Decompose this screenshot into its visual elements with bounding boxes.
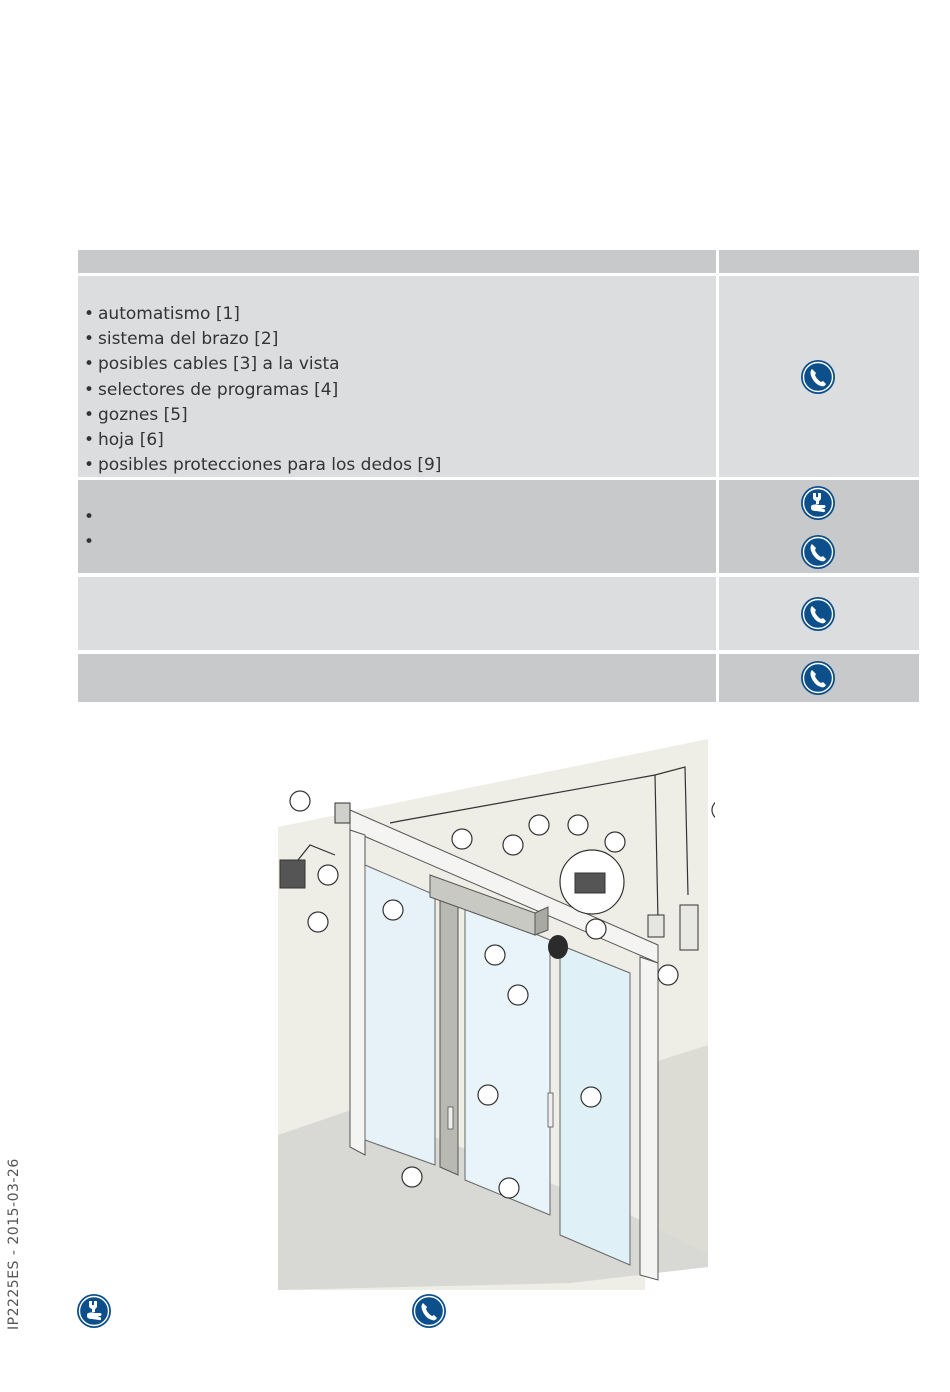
phone-icon bbox=[800, 359, 836, 395]
callout-marker bbox=[402, 1167, 422, 1187]
component-list bbox=[84, 302, 441, 478]
push-button bbox=[648, 915, 664, 937]
callout-marker bbox=[508, 985, 528, 1005]
callout-marker bbox=[478, 1085, 498, 1105]
document-code: IP2225ES - 2015-03-26 bbox=[6, 1158, 22, 1330]
list-item: • selectores de programas [4] bbox=[84, 379, 339, 400]
callout-marker bbox=[581, 1087, 601, 1107]
row-4-description bbox=[78, 654, 716, 702]
row-1-description bbox=[78, 276, 716, 477]
callout-marker bbox=[568, 815, 588, 835]
callout-marker bbox=[452, 829, 472, 849]
callout-marker bbox=[485, 945, 505, 965]
callout-marker bbox=[383, 900, 403, 920]
table-row bbox=[78, 480, 919, 573]
header-cell-interval bbox=[719, 250, 919, 273]
row-3-description bbox=[78, 577, 716, 650]
glass-door-leaf bbox=[465, 905, 550, 1215]
access-panel bbox=[680, 905, 698, 950]
door-arm-system bbox=[440, 895, 458, 1175]
bullet: • bbox=[84, 532, 95, 552]
callout-marker bbox=[529, 815, 549, 835]
callout-marker bbox=[586, 919, 606, 939]
callout-marker bbox=[308, 912, 328, 932]
sensor-unit bbox=[548, 935, 568, 959]
callout-marker bbox=[318, 865, 338, 885]
list-item: • hoja [6] bbox=[84, 430, 164, 451]
list-item: • automatismo [1] bbox=[84, 304, 240, 324]
table-row bbox=[78, 577, 919, 650]
callout-marker bbox=[290, 791, 310, 811]
bullet: • bbox=[84, 507, 95, 527]
door-frame-left bbox=[350, 830, 365, 1155]
selector-detail bbox=[575, 873, 605, 893]
list-item: • posibles protecciones para los dedos [9] bbox=[84, 455, 442, 476]
header-cell-description bbox=[78, 250, 716, 273]
callout-marker bbox=[503, 835, 523, 855]
table-row bbox=[78, 276, 919, 477]
row-1-interval bbox=[719, 276, 919, 477]
row-2-description bbox=[78, 480, 716, 573]
door-handle bbox=[448, 1107, 453, 1129]
phone-icon bbox=[411, 1293, 447, 1329]
table-header-row bbox=[78, 250, 919, 273]
phone-icon bbox=[800, 534, 836, 570]
table-row bbox=[78, 654, 919, 702]
row-3-interval bbox=[719, 577, 919, 650]
wrench-hand-icon bbox=[800, 485, 836, 521]
callout-marker bbox=[712, 800, 715, 820]
list-item: • goznes [5] bbox=[84, 404, 188, 425]
phone-icon bbox=[800, 660, 836, 696]
phone-icon bbox=[800, 596, 836, 632]
callout-marker bbox=[605, 832, 625, 852]
wrench-hand-icon bbox=[76, 1293, 112, 1329]
key-switch bbox=[280, 860, 305, 888]
row-2-interval bbox=[719, 480, 919, 573]
list-item: • sistema del brazo [2] bbox=[84, 329, 279, 350]
list-item: • posibles cables [3] a la vista bbox=[84, 354, 340, 375]
callout-marker bbox=[658, 965, 678, 985]
callout-marker bbox=[499, 1178, 519, 1198]
row-4-interval bbox=[719, 654, 919, 702]
door-handle bbox=[548, 1093, 553, 1127]
sliding-door-illustration bbox=[270, 735, 715, 1290]
program-selector-switch bbox=[335, 803, 350, 823]
door-frame-right bbox=[640, 957, 658, 1280]
